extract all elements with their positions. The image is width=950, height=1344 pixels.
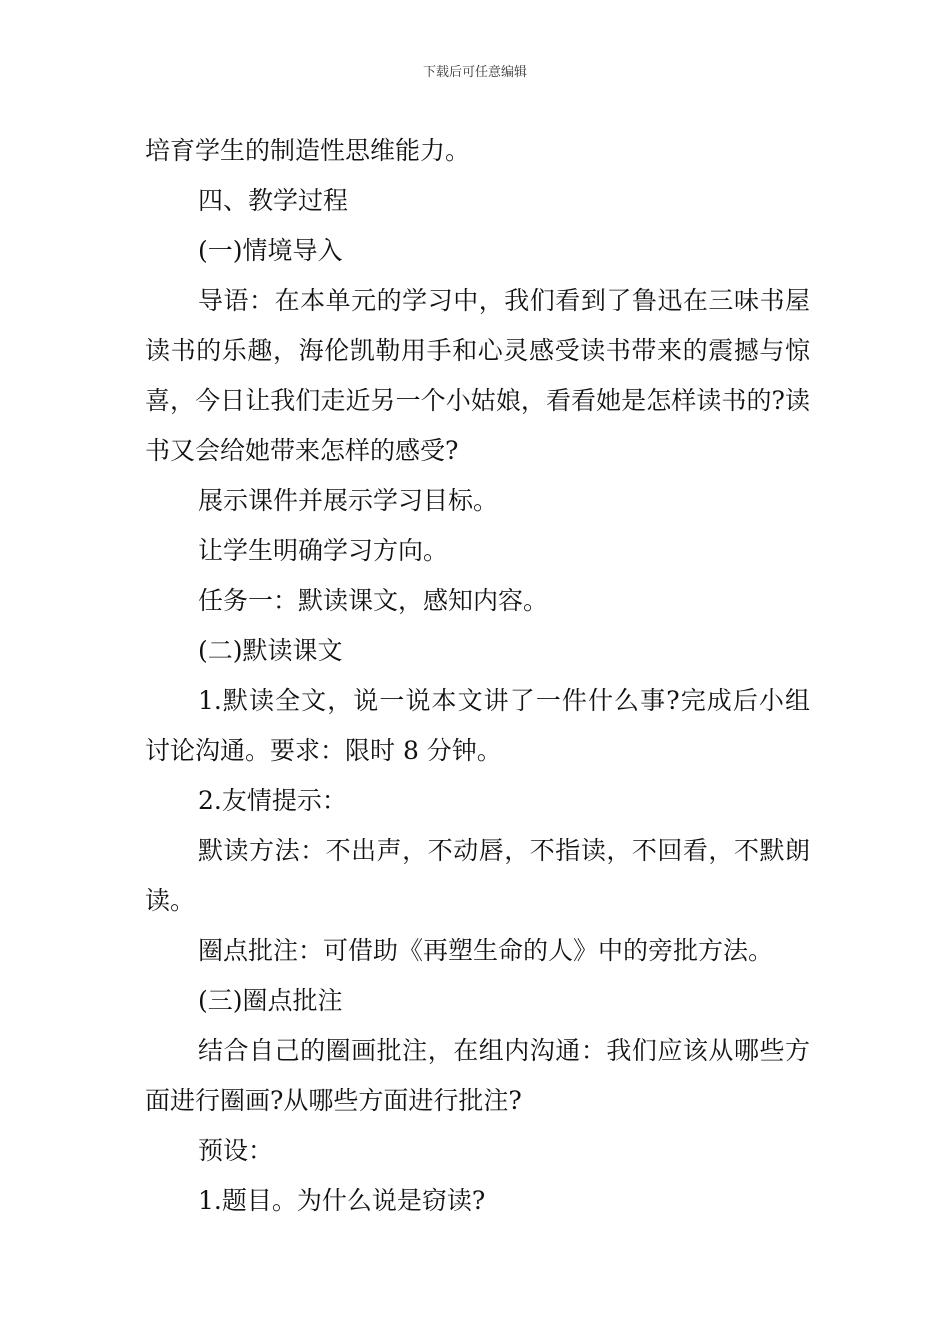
paragraph-item-1: 1.默读全文，说一说本文讲了一件什么事?完成后小组讨论沟通。要求：限时 8 分钟。 <box>145 686 810 765</box>
paragraph-learning-direction: 让学生明确学习方向。 <box>198 536 449 565</box>
paragraph-item-2: 2.友情提示： <box>198 786 347 815</box>
page-header-note: 下载后可任意编辑 <box>422 65 527 80</box>
paragraph-task-one: 任务一：默读课文，感知内容。 <box>198 586 549 615</box>
document-body <box>145 126 810 1226</box>
paragraph-show-courseware: 展示课件并展示学习目标。 <box>198 486 499 515</box>
paragraph-intro-continuation: 培育学生的制造性思维能力。 <box>145 136 471 165</box>
subheading-situation-intro: (一)情境导入 <box>198 236 343 265</box>
subheading-silent-reading: (二)默读课文 <box>198 636 343 665</box>
paragraph-preset: 预设： <box>198 1136 274 1165</box>
paragraph-preset-item-1: 1.题目。为什么说是窃读? <box>198 1186 486 1215</box>
paragraph-group-discussion: 结合自己的圈画批注，在组内沟通：我们应该从哪些方面进行圈画?从哪些方面进行批注? <box>145 1036 810 1115</box>
paragraph-reading-method: 默读方法：不出声，不动唇，不指读，不回看，不默朗读。 <box>145 836 810 915</box>
paragraph-annotation-tip: 圈点批注：可借助《再塑生命的人》中的旁批方法。 <box>198 936 774 965</box>
paragraph-lead-in: 导语：在本单元的学习中，我们看到了鲁迅在三味书屋读书的乐趣，海伦凯勒用手和心灵感受读书带来的震撼与惊喜，今日让我们走近另一个小姑娘，看看她是怎样读书的?读书又会给她带来怎样的感受? <box>145 286 810 465</box>
subheading-annotation: (三)圈点批注 <box>198 986 343 1015</box>
section-heading-teaching-process: 四、教学过程 <box>198 186 349 215</box>
